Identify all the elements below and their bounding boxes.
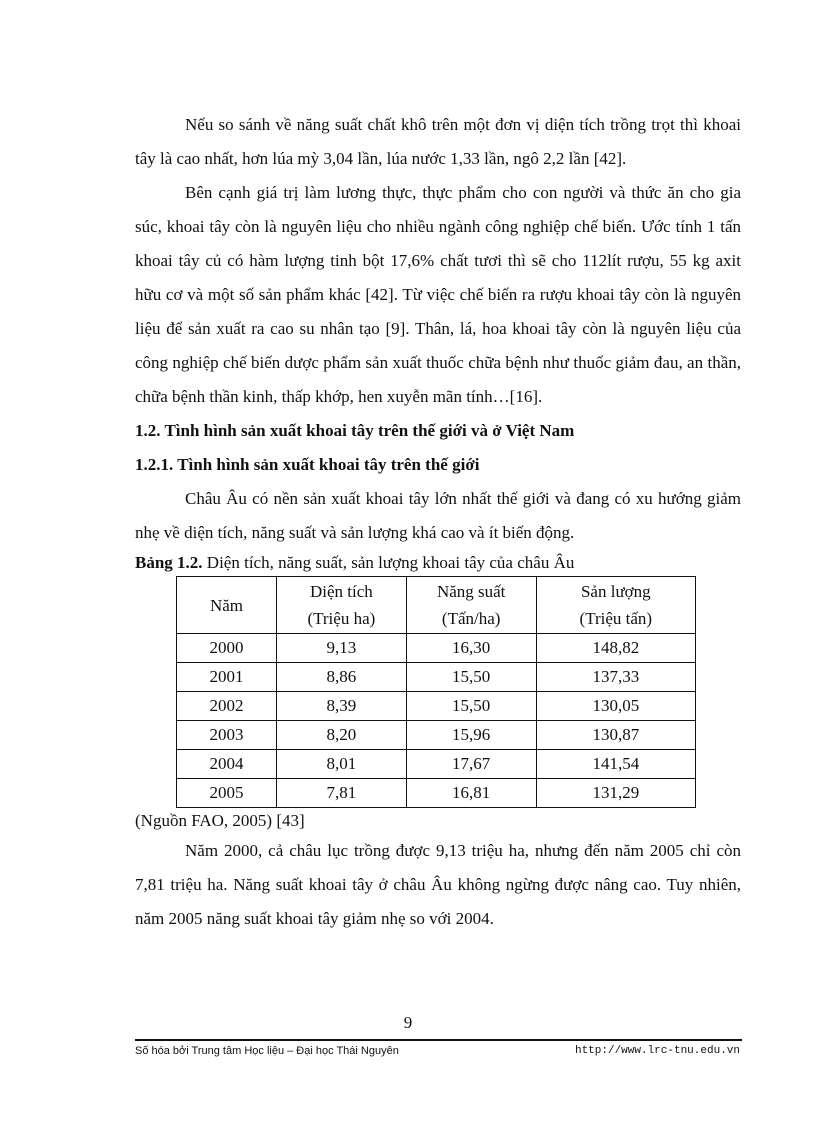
header-year [177,577,277,634]
paragraph-europe-production: Châu Âu có nền sản xuất khoai tây lớn nhất thế giới và đang có xu hướng giảm nhẹ về diện tích, năng suất và sản lượng khá cao và ít biến động. [135,489,741,542]
cell-year: 2001 [177,663,277,692]
cell-yield: 16,30 [406,634,536,663]
cell-year: 2005 [177,779,277,808]
table-row [177,721,696,750]
cell-area: 8,20 [277,721,407,750]
cell-yield: 15,50 [406,663,536,692]
section-heading-1-2: 1.2. Tình hình sản xuất khoai tây trên thế giới và ở Việt Nam [135,421,575,440]
header-yield-line2: (Tấn/ha) [441,609,501,628]
header-output-line1: Sản lượng [580,582,651,601]
header-area-line1: Diện tích [309,582,373,601]
header-yield [406,577,536,634]
cell-yield: 17,67 [406,750,536,779]
cell-area: 8,86 [277,663,407,692]
header-output [536,577,695,634]
footer-url[interactable]: http://www.lrc-tnu.edu.vn [574,1045,740,1057]
table-caption [135,550,741,576]
cell-year: 2003 [177,721,277,750]
header-area [277,577,407,634]
section-heading-1-2-1: 1.2.1. Tình hình sản xuất khoai tây trên thế giới [135,455,480,474]
potato-europe-table [176,576,696,808]
footer-divider [135,1039,742,1041]
cell-yield: 16,81 [406,779,536,808]
table-source: (Nguồn FAO, 2005) [43] [135,811,305,830]
footer-credit: Số hóa bởi Trung tâm Học liệu – Đại học Thái Nguyên [135,1045,399,1057]
cell-yield: 15,96 [406,721,536,750]
paragraph-dry-matter: Nếu so sánh về năng suất chất khô trên một đơn vị diện tích trồng trọt thì khoai tây là cao nhất, hơn lúa mỳ 3,04 lần, lúa nước 1,33 lần, ngô 2,2 lần [42]. [135,115,741,168]
header-area-line2: (Triệu ha) [307,609,376,628]
cell-area: 9,13 [277,634,407,663]
cell-year: 2004 [177,750,277,779]
cell-output: 141,54 [536,750,695,779]
cell-yield: 15,50 [406,692,536,721]
cell-area: 8,39 [277,692,407,721]
cell-area: 8,01 [277,750,407,779]
page-content [135,108,741,936]
header-year-label: Năm [209,595,244,615]
table-caption-text: Diện tích, năng suất, sản lượng khoai tây của châu Âu [202,553,575,572]
header-output-line2: (Triệu tấn) [579,609,653,628]
page-number: 9 [403,1013,413,1032]
cell-output: 131,29 [536,779,695,808]
cell-year: 2002 [177,692,277,721]
cell-output: 148,82 [536,634,695,663]
cell-output: 130,87 [536,721,695,750]
table-row [177,692,696,721]
table-row [177,750,696,779]
cell-output: 137,33 [536,663,695,692]
cell-output: 130,05 [536,692,695,721]
table-row [177,663,696,692]
table-row [177,779,696,808]
cell-year: 2000 [177,634,277,663]
table-caption-label: Bảng 1.2. [135,553,203,572]
header-yield-line1: Năng suất [436,582,506,601]
table-header-row [177,577,696,634]
table-row [177,634,696,663]
cell-area: 7,81 [277,779,407,808]
paragraph-industrial-uses: Bên cạnh giá trị làm lương thực, thực phẩm cho con người và thức ăn cho gia súc, khoai tây còn là nguyên liệu cho nhiều ngành công nghiệp chế biến. Ước tính 1 tấn khoai tây củ có hàm lượng tinh bột 17,6% chất tươi thì sẽ cho 112lít rượu, 55 kg axit hữu cơ và một số sản phẩm khác [42]. Từ việc chế biến ra rượu khoai tây còn là nguyên liệu để sản xuất ra cao su nhân tạo [9]. Thân, lá, hoa khoai tây còn là nguyên liệu của công nghiệp chế biến dược phẩm sản xuất thuốc chữa bệnh như thuốc giảm đau, an thần, chữa bệnh thần kinh, thấp khớp, hen xuyễn mãn tính…[16]. [135,183,741,406]
paragraph-europe-trend: Năm 2000, cả châu lục trồng được 9,13 triệu ha, nhưng đến năm 2005 chỉ còn 7,81 triệu ha. Năng suất khoai tây ở châu Âu không ngừng được nâng cao. Tuy nhiên, năm 2005 năng suất khoai tây giảm nhẹ so với 2004. [135,841,741,928]
